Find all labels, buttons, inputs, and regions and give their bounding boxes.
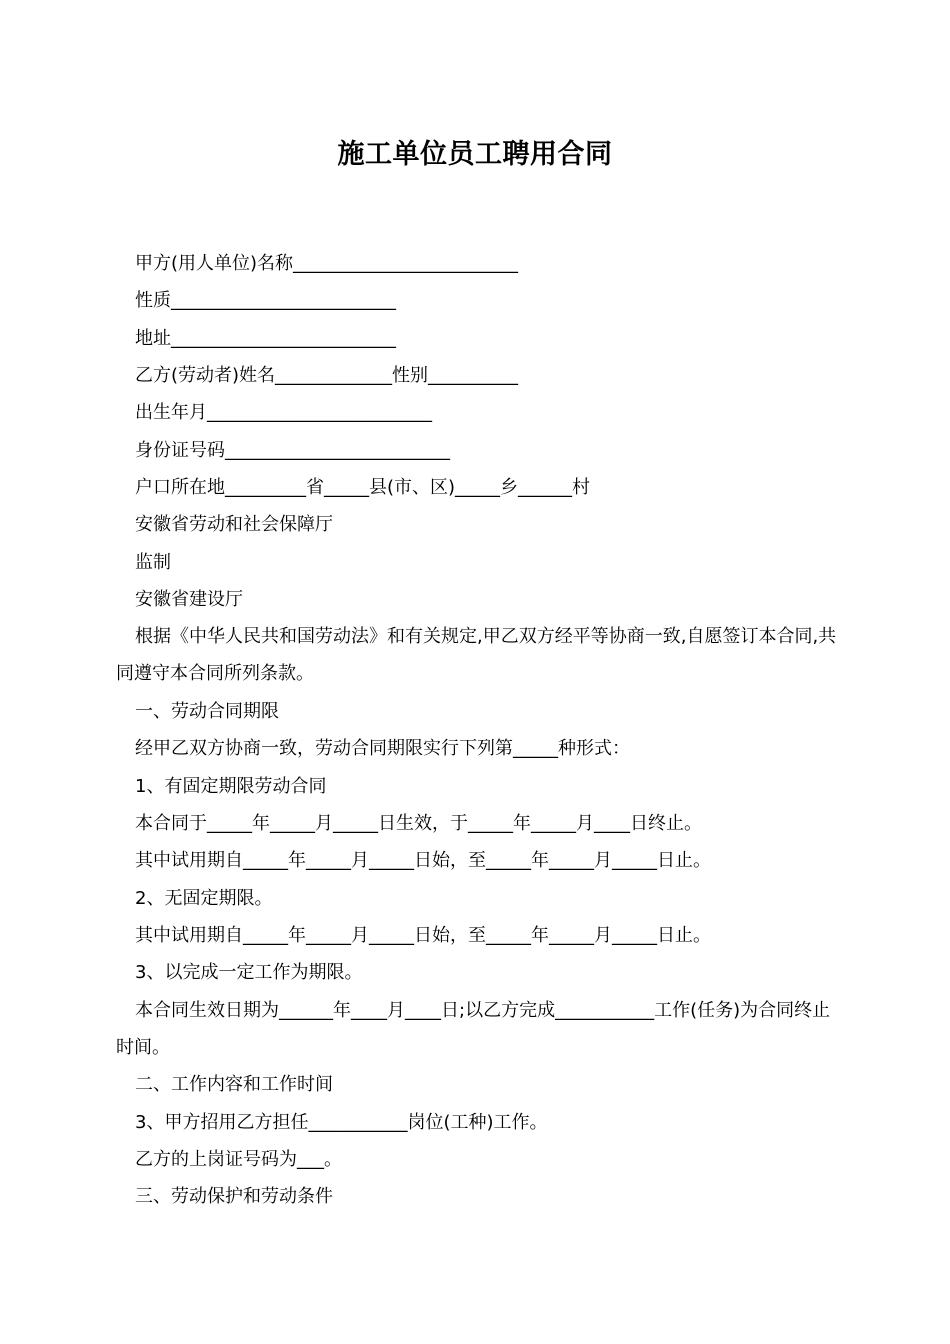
section-1-heading: 一、劳动合同期限 [135, 701, 279, 722]
option-2-heading: 2、无固定期限。 [135, 888, 273, 909]
issuer-supervised: 监制 [135, 552, 171, 573]
id-number-line: 身份证号码_________________________ [135, 440, 450, 461]
household-location-line: 户口所在地_________省_____县(市、区)_____乡______村 [135, 477, 591, 498]
preamble-paragraph: 根据《中华人民共和国劳动法》和有关规定,甲乙双方经平等协商一致,自愿签订本合同,共同遵守本合同所列条款。 [116, 626, 837, 684]
document-title: 施工单位员工聘用合同 [337, 139, 613, 170]
party-a-name-line: 甲方(用人单位)名称_________________________ [135, 253, 519, 274]
section-2-heading: 二、工作内容和工作时间 [135, 1074, 333, 1095]
certificate-number-line: 乙方的上岗证号码为___。 [135, 1149, 342, 1170]
position-line: 3、甲方招用乙方担任___________岗位(工种)工作。 [135, 1112, 548, 1133]
fixed-term-dates-line: 本合同于_____年_____月_____日生效，于_____年_____月____日终止。 [135, 813, 702, 834]
party-a-nature-line: 性质_________________________ [135, 290, 396, 311]
party-b-name-gender-line: 乙方(劳动者)姓名_____________性别__________ [135, 365, 519, 386]
option-1-heading: 1、有固定期限劳动合同 [135, 776, 327, 797]
birth-date-line: 出生年月_________________________ [135, 402, 432, 423]
option-3-heading: 3、以完成一定工作为期限。 [135, 962, 363, 983]
party-a-address-line: 地址_________________________ [135, 328, 396, 349]
probation-dates-line-1: 其中试用期自_____年_____月_____日始，至_____年_____月_____日止。 [135, 850, 711, 871]
issuer-labor-dept: 安徽省劳动和社会保障厅 [135, 514, 333, 535]
task-term-paragraph: 本合同生效日期为______年____月____日;以乙方完成___________工作(任务)为合同终止时间。 [116, 1000, 831, 1058]
contract-form-line: 经甲乙双方协商一致，劳动合同期限实行下列第_____种形式： [135, 738, 630, 759]
section-3-heading: 三、劳动保护和劳动条件 [135, 1186, 333, 1207]
issuer-construction-dept: 安徽省建设厅 [135, 589, 243, 610]
probation-dates-line-2: 其中试用期自_____年_____月_____日始，至_____年_____月_____日止。 [135, 925, 711, 946]
